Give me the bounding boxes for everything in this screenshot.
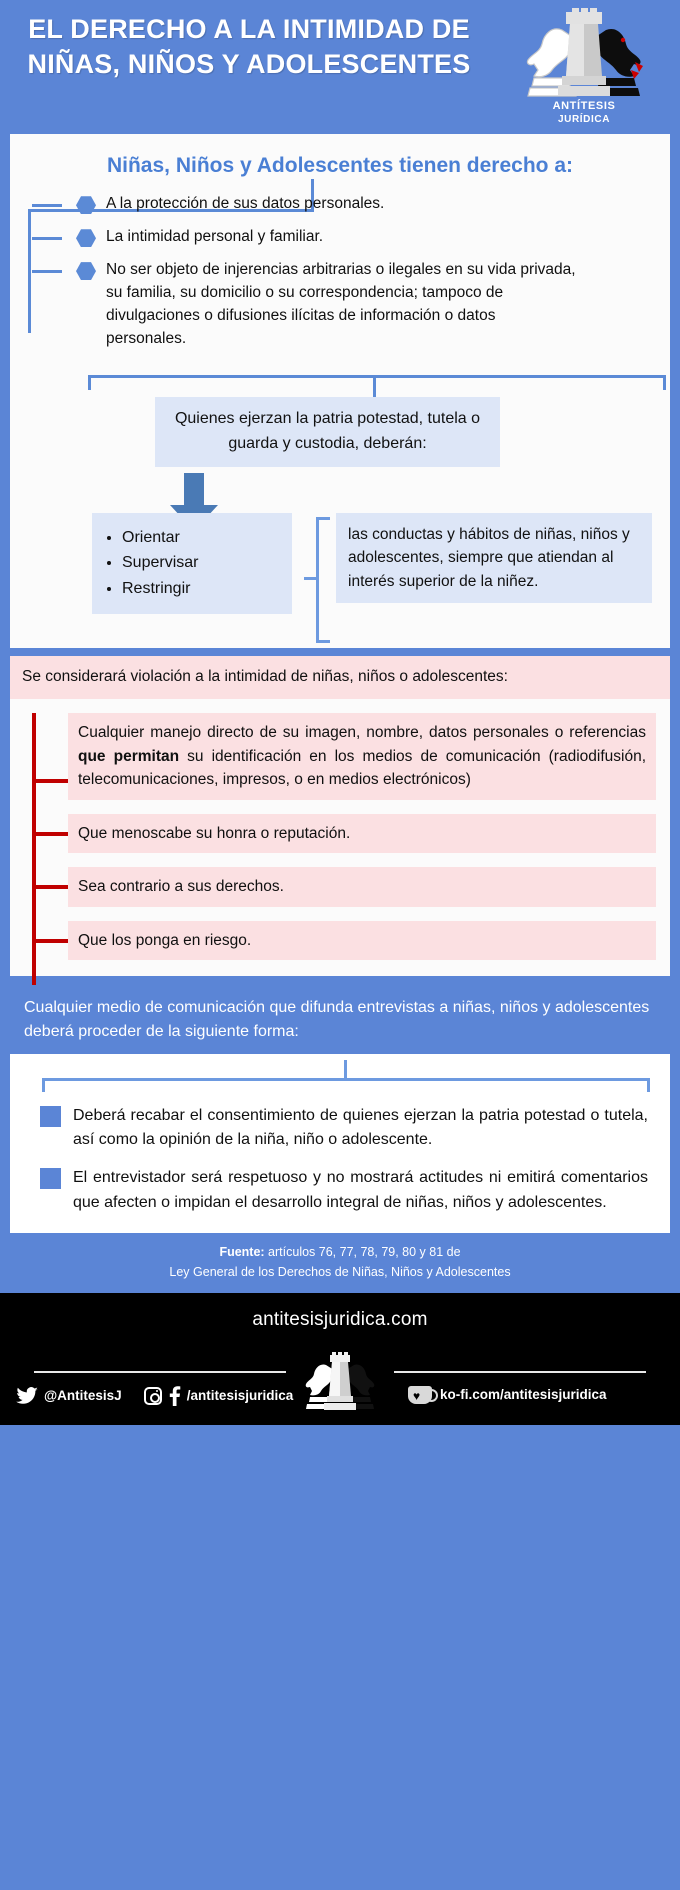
list-item [68, 867, 656, 907]
list-item [10, 1104, 670, 1153]
heart-glyph: ♥ [413, 1388, 421, 1403]
media-rule-text: El entrevistador será respetuoso y no mostrará actitudes ni emitirá comentarios que afecten o impidan el desarrollo integral de niñas, niños y adolescentes. [73, 1169, 648, 1211]
brace-mid-stem [373, 375, 376, 397]
twitter-icon[interactable] [16, 1387, 38, 1405]
square-bullet-icon [40, 1106, 61, 1127]
red-spine [32, 713, 36, 985]
rights-tree [10, 193, 670, 351]
side-brace [304, 513, 336, 615]
arrow-shaft [184, 473, 204, 507]
red-tick [32, 832, 68, 836]
facebook-icon[interactable] [168, 1386, 181, 1406]
rights-card [10, 134, 670, 648]
brace-bottom-tip [316, 640, 330, 643]
violation-text-pre: Cualquier manejo directo de su imagen, nombre, datos personales o referencias [78, 724, 646, 742]
footer [0, 1293, 680, 1425]
website-link[interactable]: antitesisjuridica.com [252, 1308, 428, 1330]
logo-text-juridica: JURÍDICA [557, 114, 611, 125]
violation-text: Que los ponga en riesgo. [78, 931, 252, 949]
kofi-link[interactable]: ko-fi.com/antitesisjuridica [440, 1387, 607, 1403]
right-text: A la protección de sus datos personales. [106, 195, 385, 213]
twitter-handle[interactable]: @AntitesisJ [44, 1388, 122, 1404]
brand-logo [504, 4, 664, 132]
chess-knights-rook-icon [296, 1349, 384, 1425]
bottom-brace [10, 361, 670, 395]
list-item: • Restringir [122, 576, 282, 602]
brace-bar [88, 375, 666, 378]
violations-heading: Se considerará violación a la intimidad de niñas, niños o adolescentes: [10, 656, 670, 699]
divider-right [394, 1371, 646, 1373]
tree-connector [32, 237, 62, 240]
custody-actions-list [92, 513, 292, 615]
violation-text: Sea contrario a sus derechos. [78, 878, 284, 896]
custody-heading-box: Quienes ejerzan la patria potestad, tutela o guarda y custodia, deberán: [155, 397, 500, 467]
custody-actions-row [10, 513, 670, 639]
violation-text-post: su identificación en los medios de comunicación (radiodifusión, telecomunicaciones, impresos, o en medios electrónicos) [78, 747, 647, 789]
list-item [68, 713, 656, 800]
hexagon-bullet-icon [76, 229, 96, 247]
media-card [10, 1054, 670, 1233]
list-item [68, 814, 656, 854]
red-tick [32, 779, 68, 783]
violations-card [10, 656, 670, 976]
rights-title: Niñas, Niños y Adolescentes tienen derecho a: [106, 154, 574, 177]
hexagon-bullet-icon [76, 262, 96, 280]
social-links-left [16, 1386, 293, 1406]
page-title: EL DERECHO A LA INTIMIDAD DE NIÑAS, NIÑOS Y ADOLESCENTES [27, 14, 471, 80]
top-brace [10, 1060, 670, 1090]
list-item [32, 259, 670, 351]
media-banner: Cualquier medio de comunicación que difunda entrevistas a niñas, niños y adolescentes deberá proceder de la siguiente forma: [10, 986, 670, 1053]
source-line1: artículos 76, 77, 78, 79, 80 y 81 de [264, 1245, 461, 1260]
tree-connector [32, 270, 62, 273]
square-bullet-icon [40, 1168, 61, 1189]
header [0, 0, 680, 134]
brace-center-nub [304, 577, 318, 580]
hexagon-bullet-icon [76, 196, 96, 214]
brace-bar [42, 1078, 650, 1081]
custody-object-box: las conductas y hábitos de niñas, niños y adolescentes, siempre que atiendan al interés superior de la niñez. [336, 513, 652, 604]
list-item [32, 193, 670, 216]
source-label: Fuente: [219, 1245, 265, 1260]
right-text: La intimidad personal y familiar. [106, 228, 324, 246]
list-item: • Orientar [122, 525, 282, 551]
divider-left [34, 1371, 286, 1373]
right-text: No ser objeto de injerencias arbitrarias o ilegales en su vida privada, su familia, su domicilio o su correspondencia; tampoco de divulgaciones o difusiones ilícitas de información o datos personales. [106, 261, 576, 347]
violation-text: Que menoscabe su honra o reputación. [78, 824, 351, 842]
source-note [0, 1233, 680, 1293]
list-item [68, 921, 656, 961]
red-tick [32, 939, 68, 943]
instagram-icon[interactable] [144, 1387, 162, 1405]
list-item [10, 1166, 670, 1215]
tree-spine [28, 209, 31, 333]
list-item [32, 226, 670, 249]
source-line2: Ley General de los Derechos de Niñas, Niños y Adolescentes [169, 1265, 511, 1280]
tree-connector [32, 204, 62, 207]
brace-right-end [663, 375, 666, 390]
list-item: • Supervisar [122, 550, 282, 576]
brace-right-end [647, 1078, 650, 1092]
media-rule-text: Deberá recabar el consentimiento de quienes ejerzan la patria potestad o tutela, así como la opinión de la niña, niño o adolescente. [73, 1106, 648, 1149]
chess-knights-rook-icon [504, 4, 664, 104]
footer-brand-logo [296, 1349, 384, 1425]
kofi-icon[interactable] [408, 1386, 432, 1404]
logo-text-antitesis: ANTÍTESIS [552, 100, 616, 112]
violation-text-bold: que permitan [78, 747, 180, 765]
violations-list [10, 713, 670, 960]
red-tick [32, 885, 68, 889]
social-links-right [408, 1386, 607, 1404]
brace-vertical [316, 517, 319, 643]
facebook-handle[interactable]: /antitesisjuridica [186, 1388, 294, 1404]
